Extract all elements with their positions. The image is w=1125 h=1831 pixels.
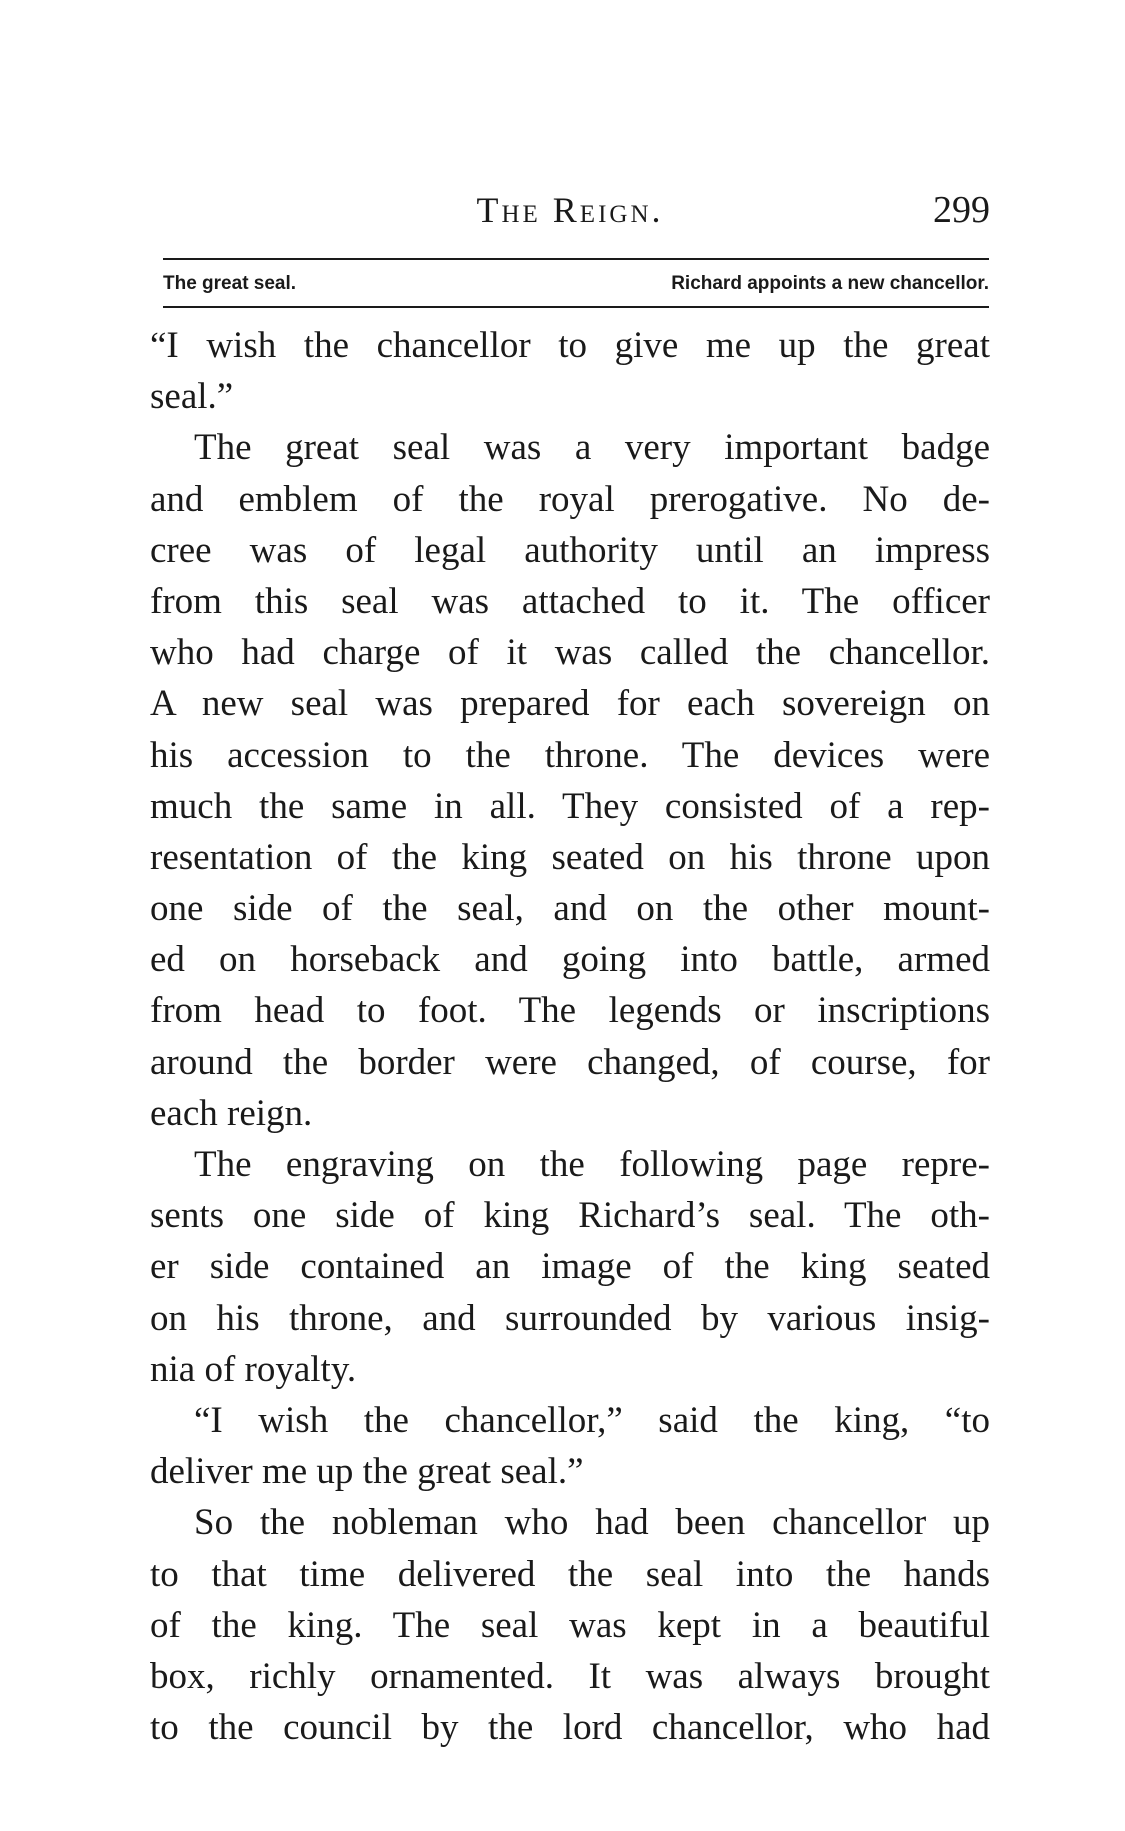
- text-line: of the king. The seal was kept in a beautiful: [150, 1604, 990, 1646]
- text-line: “I wish the chancellor,” said the king, “to: [194, 1399, 990, 1441]
- text-line: one side of the seal, and on the other mount-: [150, 888, 990, 930]
- text-line: ed on horseback and going into battle, armed: [150, 939, 990, 981]
- text-line: box, richly ornamented. It was always brought: [150, 1655, 990, 1697]
- text-line: sents one side of king Richard’s seal. The oth-: [150, 1195, 990, 1237]
- text-line: each reign.: [150, 1092, 313, 1134]
- text-line: The engraving on the following page repre-: [194, 1144, 990, 1185]
- text-line: to the council by the lord chancellor, who had: [150, 1707, 990, 1749]
- side-note-left: The great seal.: [163, 273, 297, 294]
- page-number: 299: [933, 189, 990, 231]
- header-rule-bottom: [163, 306, 989, 308]
- text-line: around the border were changed, of course, for: [150, 1041, 990, 1083]
- text-line: A new seal was prepared for each sovereign on: [150, 683, 990, 725]
- text-line: nia of royalty.: [150, 1348, 357, 1390]
- header-rule-top: [163, 258, 989, 260]
- text-line: The great seal was a very important badge: [194, 427, 990, 469]
- text-line: on his throne, and surrounded by various insig-: [150, 1297, 990, 1339]
- side-note-right: Richard appoints a new chancellor.: [671, 273, 989, 294]
- text-line: seal.”: [150, 376, 234, 418]
- side-notes: [163, 266, 989, 302]
- text-line: So the nobleman who had been chancellor up: [194, 1502, 990, 1544]
- running-head: [150, 185, 990, 235]
- text-line: who had charge of it was called the chancellor.: [150, 632, 990, 674]
- text-line: from this seal was attached to it. The officer: [150, 580, 990, 622]
- text-line: “I wish the chancellor to give me up the great: [150, 325, 990, 366]
- text-line: much the same in all. They consisted of a rep-: [150, 785, 990, 827]
- text-line: from head to foot. The legends or inscriptions: [150, 990, 990, 1032]
- running-title: The Reign.: [476, 190, 664, 230]
- text-line: his accession to the throne. The devices were: [150, 734, 990, 776]
- text-line: and emblem of the royal prerogative. No de-: [150, 478, 990, 520]
- text-line: resentation of the king seated on his throne upon: [150, 836, 990, 878]
- text-line: er side contained an image of the king seated: [150, 1246, 990, 1288]
- text-line: to that time delivered the seal into the hands: [150, 1553, 990, 1595]
- body-text: [150, 320, 990, 1753]
- text-line: deliver me up the great seal.”: [150, 1451, 584, 1493]
- text-line: cree was of legal authority until an impress: [150, 529, 990, 571]
